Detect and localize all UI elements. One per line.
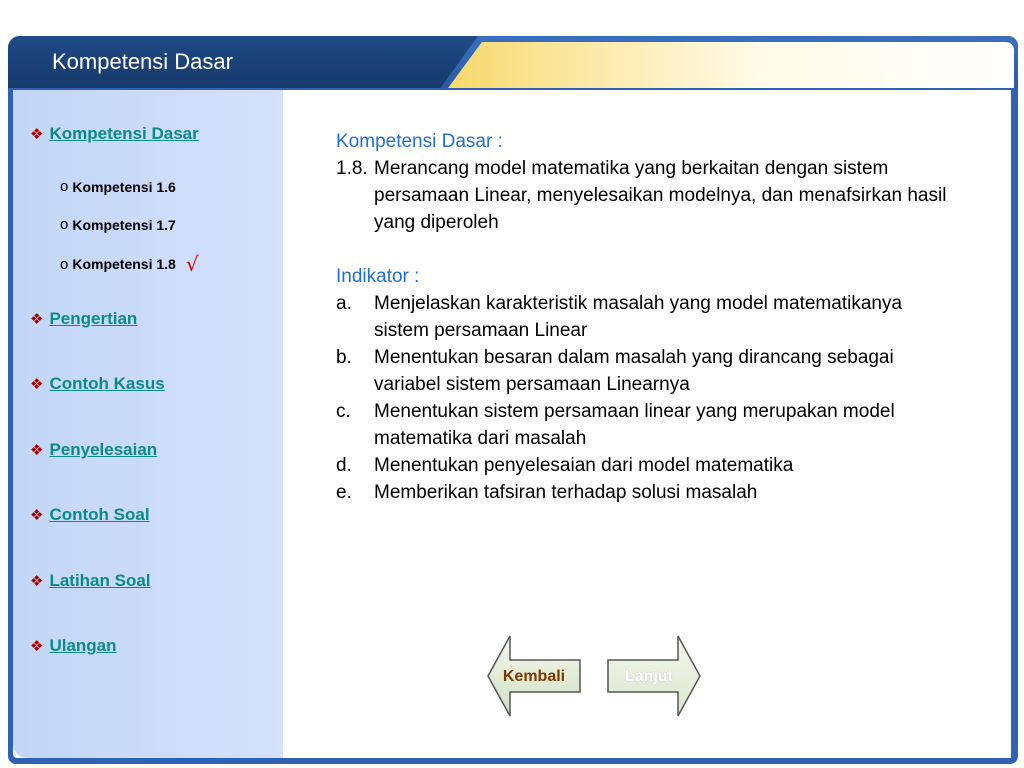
main-content (336, 128, 956, 506)
diamond-bullet-icon: ❖ (30, 441, 44, 459)
indikator-letter: e. (336, 482, 352, 503)
sub-label[interactable]: Kompetensi 1.7 (72, 216, 176, 233)
indikator-item (336, 479, 956, 506)
indikator-heading: Indikator : (336, 266, 420, 287)
kd-heading: Kompetensi Dasar : (336, 131, 503, 152)
sidebar-link[interactable]: Contoh Soal (49, 505, 150, 524)
sidebar-item-penyelesaian[interactable] (30, 440, 157, 460)
indikator-item (336, 290, 956, 344)
checkmark-icon: √ (185, 252, 199, 276)
page-title: Kompetensi Dasar (52, 49, 233, 74)
indikator-text: Menjelaskan karakteristik masalah yang model matematikanya sistem persamaan Linear (374, 293, 903, 341)
indikator-text: Menentukan penyelesaian dari model matematika (374, 455, 794, 476)
sidebar-item-contoh-soal[interactable] (30, 505, 150, 525)
back-button[interactable] (486, 634, 582, 718)
sidebar-item-latihan-soal[interactable] (30, 571, 151, 591)
sub-label[interactable]: Kompetensi 1.8 (72, 256, 176, 272)
sidebar-subitem-1-7[interactable] (60, 216, 176, 233)
indikator-letter: c. (336, 401, 351, 422)
sub-bullet: o (60, 178, 69, 195)
indikator-text: Menentukan sistem persamaan linear yang merupakan model matematika dari masalah (374, 401, 895, 449)
diamond-bullet-icon: ❖ (30, 506, 44, 524)
indikator-letter: d. (336, 455, 352, 476)
header-bar (8, 36, 1018, 88)
header-light-band (448, 42, 1014, 88)
indikator-text: Memberikan tafsiran terhadap solusi masalah (374, 482, 758, 503)
kd-text: Merancang model matematika yang berkaitan dengan sistem persamaan Linear, menyelesaikan modelnya, dan menafsirkan hasil yang diperoleh (374, 158, 947, 233)
diamond-bullet-icon: ❖ (30, 125, 44, 143)
back-label: Kembali (502, 668, 566, 685)
sub-bullet: o (60, 216, 69, 233)
diamond-bullet-icon: ❖ (30, 637, 44, 655)
spacer (336, 236, 956, 263)
kd-number: 1.8. (336, 158, 368, 179)
indikator-text: Menentukan besaran dalam masalah yang dirancang sebagai variabel sistem persamaan Linearnya (374, 347, 894, 395)
sidebar-item-pengertian[interactable] (30, 309, 137, 329)
sidebar-item-ulangan[interactable] (30, 636, 117, 656)
diamond-bullet-icon: ❖ (30, 375, 44, 393)
sidebar-link[interactable]: Ulangan (49, 636, 117, 655)
sidebar-item-contoh-kasus[interactable] (30, 374, 165, 394)
next-label: Lanjut (625, 668, 673, 685)
sidebar-item-kompetensi-dasar[interactable] (30, 124, 199, 144)
sidebar-link[interactable]: Penyelesaian (49, 440, 158, 459)
sidebar-subitem-1-6[interactable] (60, 178, 176, 195)
sidebar-link[interactable]: Kompetensi Dasar (49, 124, 199, 143)
kd-paragraph (336, 155, 956, 236)
next-button[interactable] (606, 634, 702, 718)
indikator-item (336, 452, 956, 479)
sidebar-link[interactable]: Latihan Soal (49, 571, 151, 590)
sub-label[interactable]: Kompetensi 1.6 (72, 178, 176, 195)
diamond-bullet-icon: ❖ (30, 572, 44, 590)
diamond-bullet-icon: ❖ (30, 310, 44, 328)
sidebar-link[interactable]: Pengertian (49, 309, 138, 328)
indikator-item (336, 344, 956, 398)
sub-bullet: o (60, 255, 69, 273)
indikator-letter: b. (336, 347, 352, 368)
sidebar-subitem-1-8[interactable] (60, 252, 199, 276)
sidebar-link[interactable]: Contoh Kasus (49, 374, 165, 393)
indikator-letter: a. (336, 293, 352, 314)
indikator-item (336, 398, 956, 452)
